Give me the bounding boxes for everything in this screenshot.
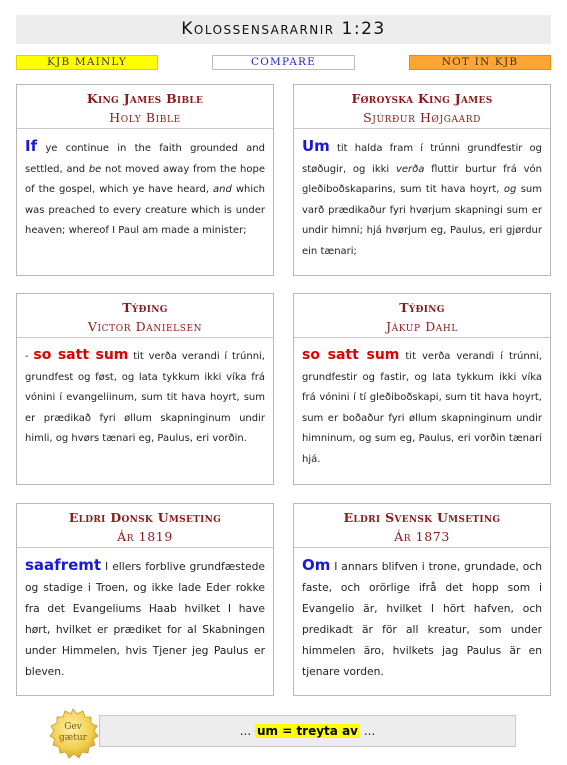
verse-italic: and xyxy=(213,184,232,195)
verse-lead-word: Um xyxy=(302,137,330,155)
card-title: Týðing xyxy=(399,300,445,315)
verse-text xyxy=(17,548,273,688)
card-header xyxy=(17,504,273,548)
verse-lead-word: saafremt xyxy=(25,556,102,574)
page-title: Kolossensararnir 1:23 xyxy=(16,15,551,44)
verse-italic: og xyxy=(503,184,517,195)
badge-label xyxy=(46,722,100,744)
card-header xyxy=(294,294,550,338)
verse-prefix: - xyxy=(25,351,34,362)
card-subtitle: Sjúrður Højgaard xyxy=(363,110,481,125)
verse-text xyxy=(17,129,273,248)
card-subtitle: Ár 1873 xyxy=(394,529,450,544)
card-foroyska-king-james xyxy=(293,84,551,276)
card-king-james-bible xyxy=(16,84,274,276)
card-header xyxy=(17,294,273,338)
kjb-mainly-button[interactable]: KJB MAINLY xyxy=(16,55,158,70)
card-title: Eldri Donsk Umseting xyxy=(68,510,222,525)
verse-lead-word: If xyxy=(25,137,38,155)
verse-lead-word: so satt sum xyxy=(33,347,129,363)
card-victor-danielsen xyxy=(16,293,274,485)
card-header xyxy=(294,85,550,129)
not-in-kjb-button[interactable]: NOT IN KJB xyxy=(409,55,551,70)
verse-italic: verða xyxy=(395,163,425,175)
verse-lead-word: so satt sum xyxy=(302,347,400,363)
card-subtitle: Ár 1819 xyxy=(117,529,173,544)
verse-part: tit verða verandi í trúnni, grundfest og føst, og lata tykkum ikki víka frá vónini í evangeliinum, sum tit hava hoyrt, sum er prædikað fyri øllum skapninginum undir himli, og hvørs tænari eg, Paulus, eri vorðin. xyxy=(25,351,265,444)
card-jakup-dahl xyxy=(293,293,551,485)
verse-part: sum varð prædikaður fyri hvørjum skapningi sum er undir himni; hjá hvørjum eg, Paulus, eri gjørdur ein tænari; xyxy=(302,184,543,257)
verse-text xyxy=(294,548,550,688)
verse-part: fluttir burtur frá vón gleðiboðskaparins, sum tit hava hoyrt, xyxy=(302,163,542,195)
verse-italic: be xyxy=(88,163,102,175)
badge-label-line: gætur xyxy=(59,733,87,743)
note-highlight: um = treyta av xyxy=(256,724,358,738)
compare-button[interactable]: COMPARE xyxy=(212,55,355,70)
note-badge-icon xyxy=(46,707,100,761)
note-bar xyxy=(99,715,516,747)
card-title: Eldri Svensk Umseting xyxy=(343,510,501,525)
verse-text xyxy=(294,129,550,268)
card-header xyxy=(17,85,273,129)
badge-label-line: Gev xyxy=(64,722,82,732)
note-suffix: ... xyxy=(360,724,376,738)
verse-part: ye continue in the faith grounded and settled, and xyxy=(25,143,265,175)
verse-part: tit halda fram í trúnni grundfestir og støðugir, og ikki xyxy=(302,143,542,175)
verse-text xyxy=(17,338,273,456)
card-subtitle: Jákup Dahl xyxy=(386,319,458,334)
card-header xyxy=(294,504,550,548)
verse-text xyxy=(294,338,550,476)
card-eldri-donsk-umseting xyxy=(16,503,274,696)
card-title: King James Bible xyxy=(86,91,204,106)
card-title: Týðing xyxy=(122,300,168,315)
verse-part: which was preached to every creature which is under heaven; whereof I Paul am made a minister; xyxy=(25,184,265,236)
card-eldri-svensk-umseting xyxy=(293,503,551,696)
verse-part: tit verða verandi í trúnni, grundfestir og fastir, og lata tykkum ikki víka frá vónini í tí gleðiboðskapi, sum tit hava hoyrt, sum er boðaður fyri øllum skapninginum undir himninum, og sum eg, Paulus, eri vorðin tænari hjá. xyxy=(302,351,542,465)
verse-part: not moved away from the hope of the gospel, which ye have heard, xyxy=(25,163,265,195)
note-prefix: ... xyxy=(239,724,255,738)
card-subtitle: Victor Danielsen xyxy=(87,319,203,334)
card-subtitle: Holy Bible xyxy=(109,110,181,125)
verse-lead-word: Om xyxy=(302,556,331,574)
verse-part: I annars blifven i trone, grundade, och faste, och orörlige ifrå det hopp som i Evangelio är, hvilket I hört hafven, och predikadt är för all kreatur, som under himmelen äro, hvilkets jag Paulus är en tjenare vorden. xyxy=(302,560,542,678)
verse-part: I ellers forblive grundfæstede og stadige i Troen, og ikke lade Eder rokke fra det Evangeliums Haab hvilket I have hørt, hvilket er prædiket for al Skabningen under Himmelen, hvis Tjener jeg Paulus er bleven. xyxy=(25,560,265,678)
card-title: Føroyska King James xyxy=(351,91,493,106)
